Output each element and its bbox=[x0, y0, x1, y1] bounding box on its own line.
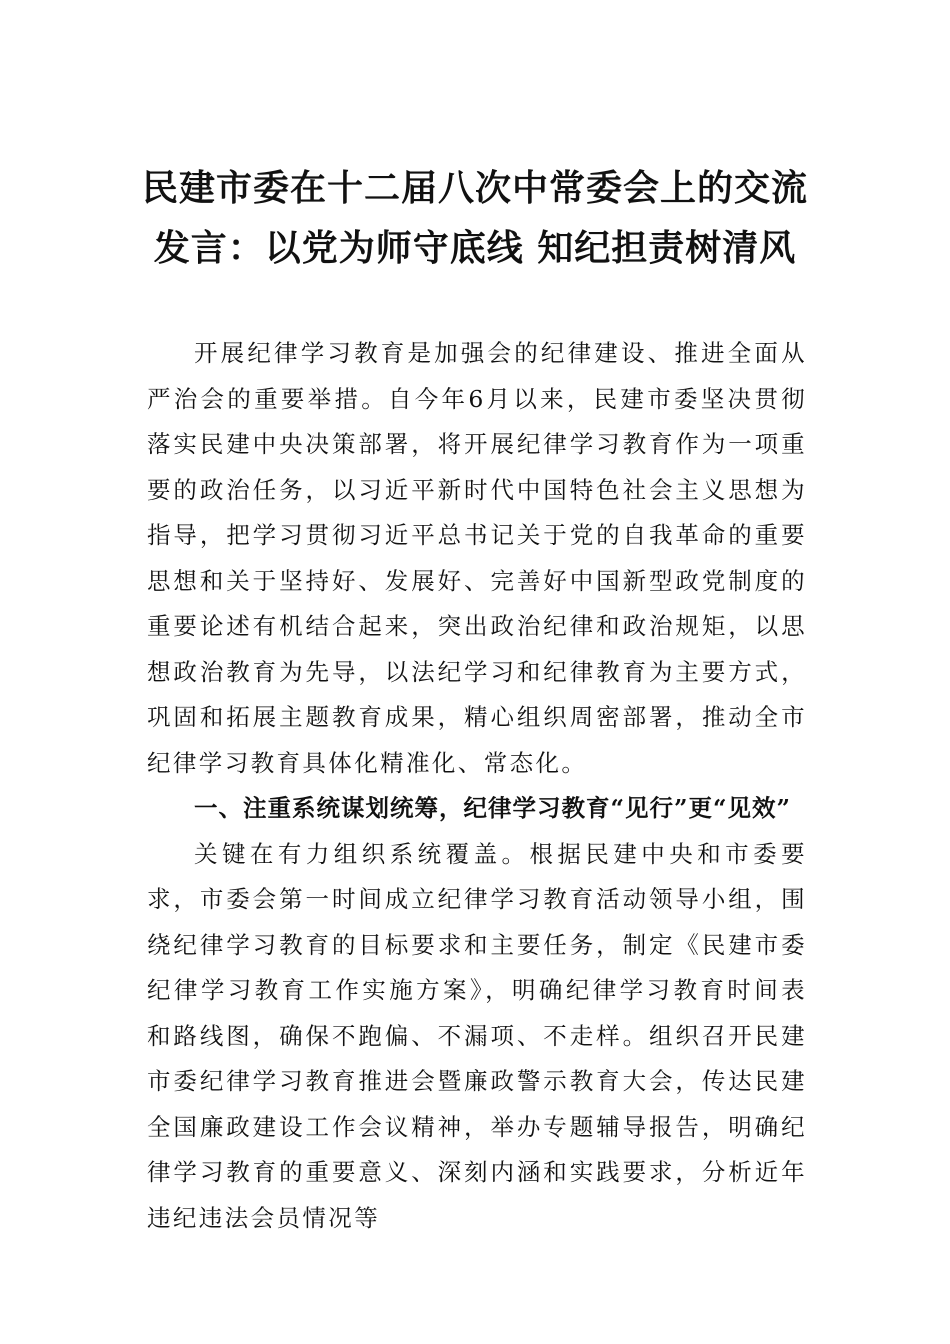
title-line-1: 民建市委在十二届八次中常委会上的交流 bbox=[141, 167, 808, 209]
title-line-2: 发言：以党为师守底线 知纪担责树清风 bbox=[153, 227, 797, 269]
document-body bbox=[147, 331, 807, 1241]
section-heading-1: 一、注重系统谋划统筹，纪律学习教育“见行”更“见效” bbox=[194, 794, 792, 822]
section-1-paragraph: 关键在有力组织系统覆盖。根据民建中央和市委要求，市委会第一时间成立纪律学习教育活动领导小组，围绕纪律学习教育的目标要求和主要任务，制定《民建市委纪律学习教育工作实施方案》，明确纪律学习教育时间表和路线图，确保不跑偏、不漏项、不走样。组织召开民建市委纪律学习教育推进会暨廉政警示教育大会，传达民建全国廉政建设工作会议精神，举办专题辅导报告，明确纪律学习教育的重要意义、深刻内涵和实践要求，分析近年违纪违法会员情况等 bbox=[147, 839, 807, 1232]
document-title bbox=[120, 158, 830, 278]
intro-paragraph: 开展纪律学习教育是加强会的纪律建设、推进全面从严治会的重要举措。自今年6月以来，民建市委坚决贯彻落实民建中央决策部署，将开展纪律学习教育作为一项重要的政治任务，以习近平新时代中国特色社会主义思想为指导，把学习贯彻习近平总书记关于党的自我革命的重要思想和关于坚持好、发展好、完善好中国新型政党制度的重要论述有机结合起来，突出政治纪律和政治规矩，以思想政治教育为先导，以法纪学习和纪律教育为主要方式，巩固和拓展主题教育成果，精心组织周密部署，推动全市纪律学习教育具体化精准化、常态化。 bbox=[147, 339, 807, 777]
